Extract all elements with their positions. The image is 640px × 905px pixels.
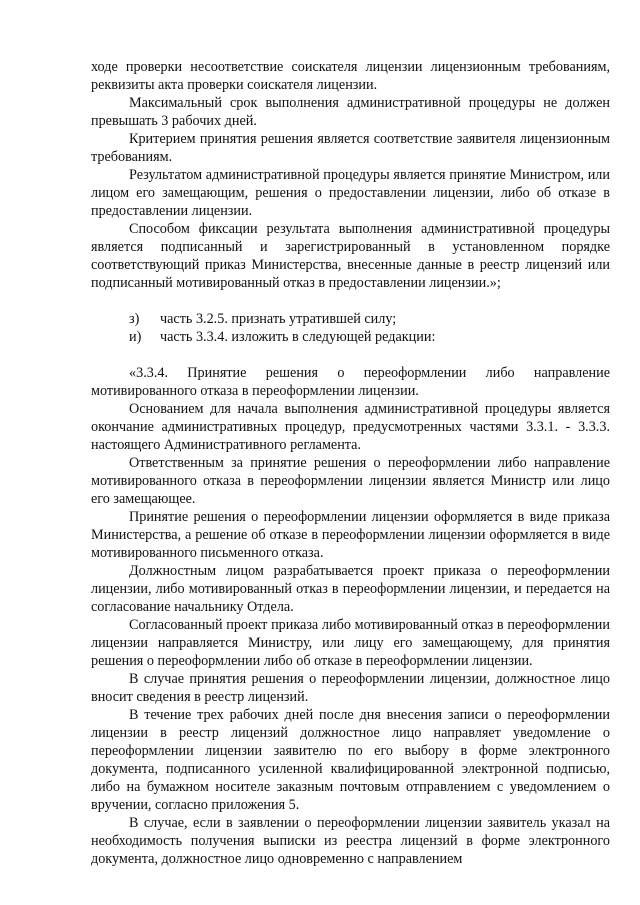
amendment-list bbox=[91, 310, 610, 346]
paragraph: Должностным лицом разрабатывается проект приказа о переоформлении лицензии, либо мотивированный отказ в переоформлении лицензии, и передается на согласование начальнику Отдела. bbox=[91, 563, 610, 615]
paragraph: ходе проверки несоответствие соискателя лицензии лицензионным требованиям, реквизиты акта проверки соискателя лицензии. bbox=[91, 59, 610, 93]
paragraph: Способом фиксации результата выполнения административной процедуры является подписанный и зарегистрированный в установленном порядке соответствующий приказ Министерства, внесенные данные в реестр лицензий или подписанный мотивированный отказ в предоставлении лицензии.»; bbox=[91, 221, 610, 291]
list-marker: и) bbox=[129, 329, 142, 345]
paragraph: В случае принятия решения о переоформлении лицензии, должностное лицо вносит сведения в реестр лицензий. bbox=[91, 671, 610, 705]
paragraph: В течение трех рабочих дней после дня внесения записи о переоформлении лицензии в реестр лицензий должностное лицо направляет уведомление о переоформлении лицензии заявителю по его выбору в форме электронного документа, подписанного усиленной квалифицированной электронной подписью, либо на бумажном носителе заказным почтовым отправлением с уведомлением о вручении, согласно приложения 5. bbox=[91, 707, 610, 813]
paragraph: «3.3.4. Принятие решения о переоформлении либо направление мотивированного отказа в переоформлении лицензии. bbox=[91, 365, 610, 399]
paragraph: Ответственным за принятие решения о переоформлении либо направление мотивированного отказа в переоформлении лицензии является Министр или лицо его замещающее. bbox=[91, 455, 610, 507]
list-marker: з) bbox=[129, 311, 140, 327]
document-page bbox=[91, 58, 610, 868]
paragraph: Максимальный срок выполнения административной процедуры не должен превышать 3 рабочих дней. bbox=[91, 95, 610, 129]
paragraph: Критерием принятия решения является соответствие заявителя лицензионным требованиям. bbox=[91, 131, 610, 165]
list-item bbox=[91, 310, 610, 328]
paragraph: Основанием для начала выполнения административной процедуры является окончание административных процедур, предусмотренных частями 3.3.1. - 3.3.3. настоящего Административного регламента. bbox=[91, 401, 610, 453]
paragraph: Результатом административной процедуры является принятие Министром, или лицом его замещающим, решения о предоставлении лицензии, либо об отказе в предоставлении лицензии. bbox=[91, 167, 610, 219]
list-text: часть 3.2.5. признать утратившей силу; bbox=[160, 311, 397, 327]
spacer bbox=[91, 346, 610, 364]
list-item bbox=[91, 328, 610, 346]
paragraph: Принятие решения о переоформлении лицензии оформляется в виде приказа Министерства, а решение об отказе в переоформлении лицензии оформляется в виде мотивированного письменного отказа. bbox=[91, 509, 610, 561]
spacer bbox=[91, 292, 610, 310]
paragraph: В случае, если в заявлении о переоформлении лицензии заявитель указал на необходимость получения выписки из реестра лицензий в форме электронного документа, должностное лицо одновременно с направлением bbox=[91, 815, 610, 867]
list-text: часть 3.3.4. изложить в следующей редакции: bbox=[160, 329, 436, 345]
paragraph: Согласованный проект приказа либо мотивированный отказ в переоформлении лицензии направляется Министру, или лицу его замещающему, для принятия решения о переоформлении либо об отказе в переоформлении лицензии. bbox=[91, 617, 610, 669]
